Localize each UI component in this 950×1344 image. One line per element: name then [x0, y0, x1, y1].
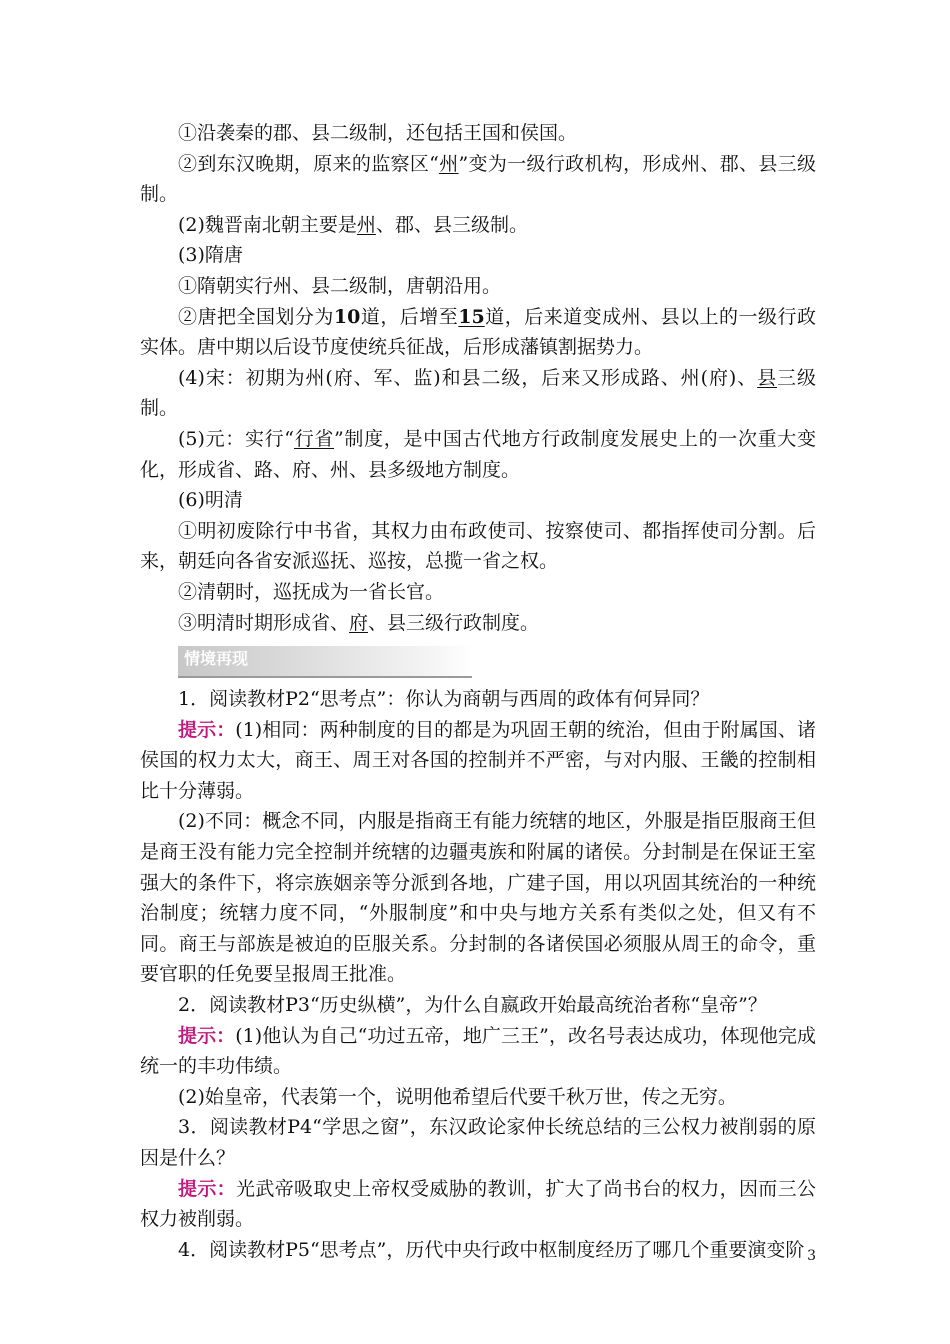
- text: ②清朝时，巡抚成为一省长官。: [178, 580, 445, 603]
- answer: [140, 1174, 816, 1235]
- text: 三级制。: [140, 366, 816, 420]
- hint-label: 提示：: [178, 718, 236, 741]
- answer: [140, 1021, 816, 1082]
- section-title: 情境再现: [184, 649, 249, 669]
- question-text: 4．阅读教材P5“思考点”，历代中央行政中枢制度经历了哪几个重要演变阶: [178, 1238, 805, 1261]
- hint-label: 提示：: [178, 1024, 236, 1047]
- paragraph: [140, 271, 816, 302]
- answer-text: (1)他认为自己“功过五帝，地广三王”，改名号表达成功，体现他完成统一的丰功伟绩。: [140, 1024, 816, 1078]
- question-text: 1．阅读教材P2“思考点”：你认为商朝与西周的政体有何异同？: [178, 688, 710, 711]
- answer: [140, 1082, 816, 1113]
- answer-text: 光武帝吸取史上帝权受威胁的教训，扩大了尚书台的权力，因而三公权力被削弱。: [140, 1177, 816, 1231]
- question: [140, 1235, 816, 1266]
- answer-text: (1)相同：两种制度的目的都是为巩固王朝的统治，但由于附属国、诸侯国的权力太大，商王、周王对各国的控制并不严密，与对内服、王畿的控制相比十分薄弱。: [140, 718, 816, 802]
- paragraph: [140, 577, 816, 608]
- answer: [140, 806, 816, 990]
- paragraph: [140, 516, 816, 577]
- paragraph: [140, 485, 816, 516]
- number: 10: [333, 305, 361, 328]
- subheading: (3)隋唐: [178, 244, 243, 267]
- section-divider: [178, 676, 472, 678]
- underlined-term: 县: [757, 366, 778, 389]
- text: (5)元：实行“: [178, 427, 295, 450]
- text: ②到东汉晚期，原来的监察区“: [178, 152, 439, 175]
- text: 、郡、县三级制。: [375, 213, 528, 236]
- question: [140, 1112, 816, 1173]
- paragraph: [140, 240, 816, 271]
- underlined-number: 15: [458, 305, 485, 328]
- paragraph: [140, 118, 816, 149]
- text: ”制度，是中国古代地方行政制度发展史上的一次重大变化，形成省、路、府、州、县多级地方制度。: [140, 427, 816, 481]
- underlined-term: 府: [349, 611, 369, 634]
- subheading: (6)明清: [178, 489, 243, 512]
- text: 道，后来道变成州、县以上的一级行政实体。唐中期以后设节度使统兵征战，后形成藩镇割据势力。: [140, 305, 816, 359]
- question-text: 3．阅读教材P4“学思之窗”，东汉政论家仲长统总结的三公权力被削弱的原因是什么？: [140, 1116, 816, 1169]
- underlined-term: 州: [356, 213, 376, 236]
- answer-text: (2)始皇帝，代表第一个，说明他希望后代要千秋万世，传之无穷。: [178, 1085, 737, 1108]
- question: [140, 684, 816, 715]
- paragraph: [140, 608, 816, 639]
- text: ”变为一级行政机构，形成州、郡、县三级制。: [140, 152, 816, 206]
- text: 、县三级行政制度。: [368, 611, 540, 634]
- section-banner: [178, 644, 816, 678]
- text: (2)魏晋南北朝主要是: [178, 213, 357, 236]
- paragraph: [140, 302, 816, 363]
- question: [140, 990, 816, 1021]
- text: (4)宋：初期为州(府、军、监)和县二级，后来又形成路、州(府)、: [178, 366, 758, 389]
- paragraph: [140, 149, 816, 210]
- underlined-term: 州: [438, 152, 459, 175]
- text: 道，后增至: [360, 305, 459, 328]
- answer-text: (2)不同：概念不同，内服是指商王有能力统辖的地区，外服是指臣服商王但是商王没有能力完全控制并统辖的边疆夷族和附属的诸侯。分封制是在保证王室强大的条件下，将宗族姻亲等分派到各地，广建子国，用以巩固其统治的一种统治制度；统辖力度不同，“外服制度”和中央与地方关系有类似之处，但又有不同。商王与部族是被迫的臣服关系。分封制的各诸侯国必须服从周王的命令，重要官职的任免要呈报周王批准。: [140, 810, 816, 986]
- answer: [140, 715, 816, 807]
- page-content: [140, 118, 816, 1265]
- underlined-term: 行省: [294, 427, 335, 450]
- text: ①隋朝实行州、县二级制，唐朝沿用。: [178, 274, 502, 297]
- paragraph: [140, 363, 816, 424]
- text: ①明初废除行中书省，其权力由布政使司、按察使司、都指挥使司分割。后来，朝廷向各省安派巡抚、巡按，总揽一省之权。: [140, 519, 816, 573]
- paragraph: [140, 424, 816, 485]
- page-number: 3: [807, 1248, 816, 1264]
- text: ③明清时期形成省、: [178, 611, 350, 634]
- paragraph: [140, 210, 816, 241]
- question-text: 2．阅读教材P3“历史纵横”，为什么自嬴政开始最高统治者称“皇帝”？: [178, 994, 767, 1017]
- text: ②唐把全国划分为: [178, 305, 334, 328]
- text: ①沿袭秦的郡、县二级制，还包括王国和侯国。: [178, 122, 578, 144]
- hint-label: 提示：: [178, 1177, 237, 1200]
